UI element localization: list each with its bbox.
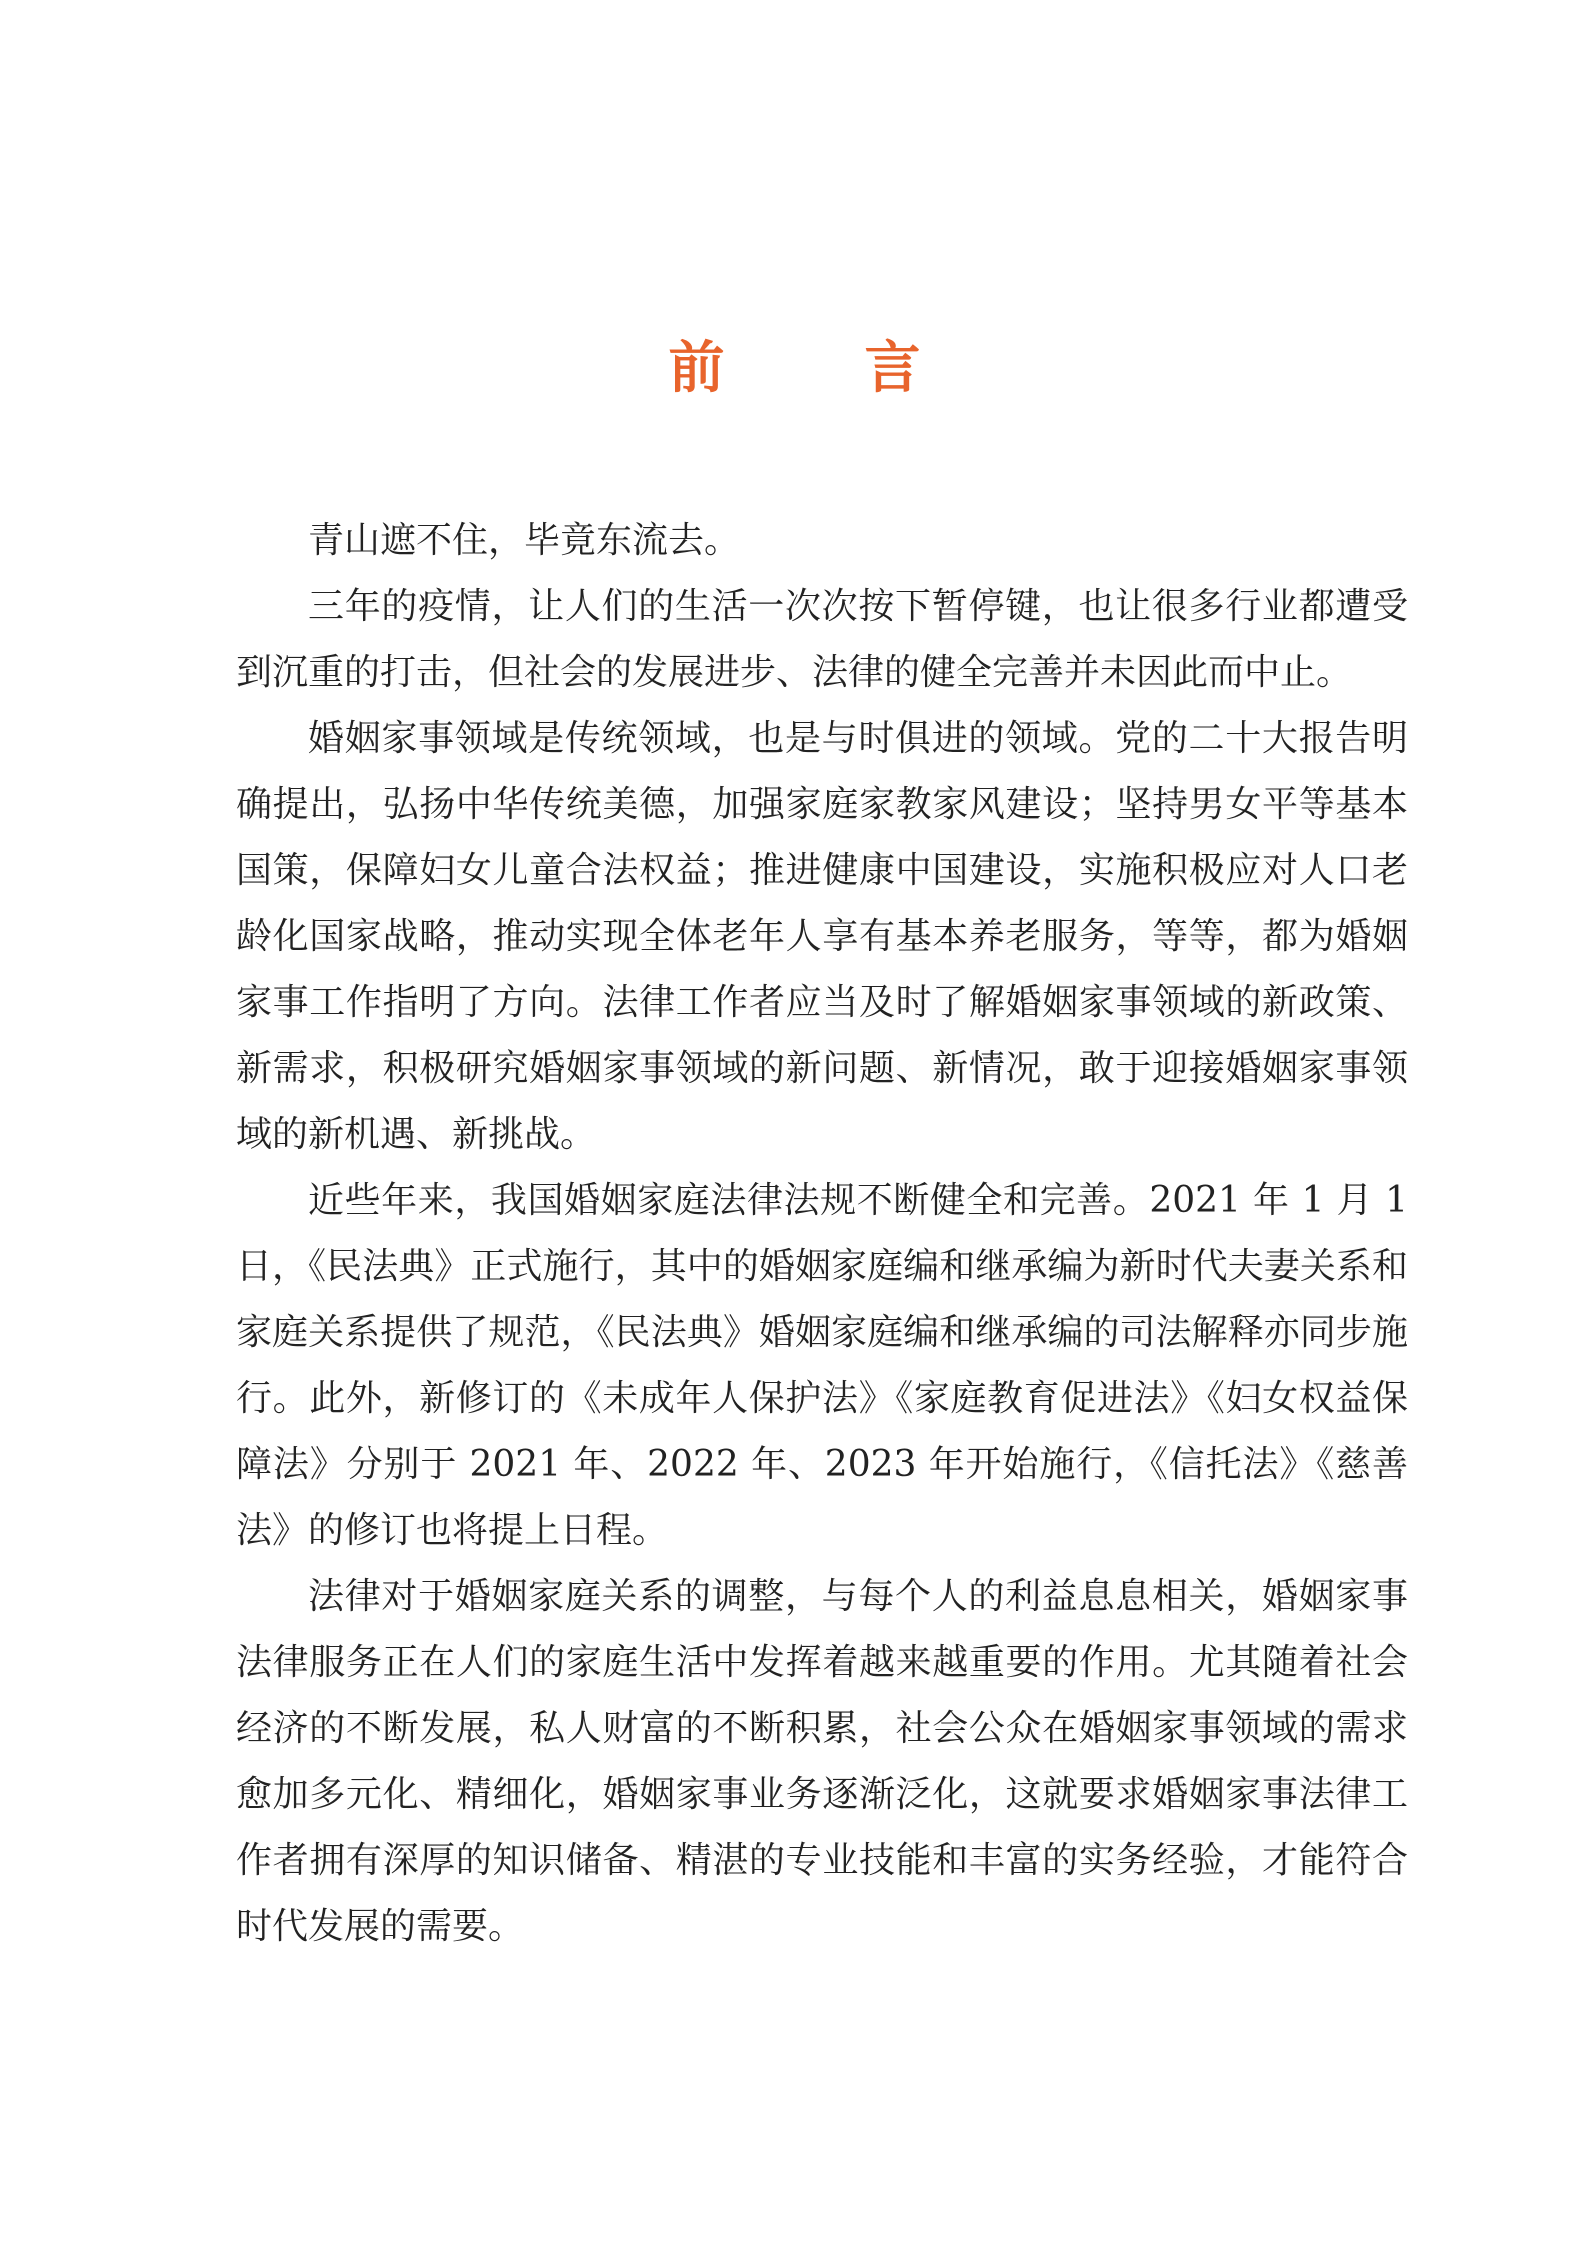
preface-body	[236, 508, 1408, 1960]
paragraph-2: 三年的疫情，让人们的生活一次次按下暂停键，也让很多行业都遭受到沉重的打击，但社会的发展进步、法律的健全完善并未因此而中止。	[236, 586, 1408, 693]
paragraph-1: 青山遮不住，毕竟东流去。	[308, 520, 741, 561]
paragraph-3: 婚姻家事领域是传统领域，也是与时俱进的领域。党的二十大报告明确提出，弘扬中华传统美德，加强家庭家教家风建设；坚持男女平等基本国策，保障妇女儿童合法权益；推进健康中国建设，实施积极应对人口老龄化国家战略，推动实现全体老年人享有基本养老服务，等等，都为婚姻家事工作指明了方向。法律工作者应当及时了解婚姻家事领域的新政策、新需求，积极研究婚姻家事领域的新问题、新情况，敢于迎接婚姻家事领域的新机遇、新挑战。	[236, 718, 1408, 1155]
paragraph-4: 近些年来，我国婚姻家庭法律法规不断健全和完善。2021 年 1 月 1 日，《民法典》正式施行，其中的婚姻家庭编和继承编为新时代夫妻关系和家庭关系提供了规范，《民法典》婚姻家庭编和继承编的司法解释亦同步施行。此外，新修订的《未成年人保护法》《家庭教育促进法》《妇女权益保障法》分别于 2021 年、2022 年、2023 年开始施行，《信托法》《慈善法》的修订也将提上日程。	[236, 1180, 1408, 1551]
paragraph-5: 法律对于婚姻家庭关系的调整，与每个人的利益息息相关，婚姻家事法律服务正在人们的家庭生活中发挥着越来越重要的作用。尤其随着社会经济的不断发展，私人财富的不断积累，社会公众在婚姻家事领域的需求愈加多元化、精细化，婚姻家事业务逐渐泛化，这就要求婚姻家事法律工作者拥有深厚的知识储备、精湛的专业技能和丰富的实务经验，才能符合时代发展的需要。	[236, 1576, 1408, 1947]
page-title: 前 言	[668, 335, 963, 401]
